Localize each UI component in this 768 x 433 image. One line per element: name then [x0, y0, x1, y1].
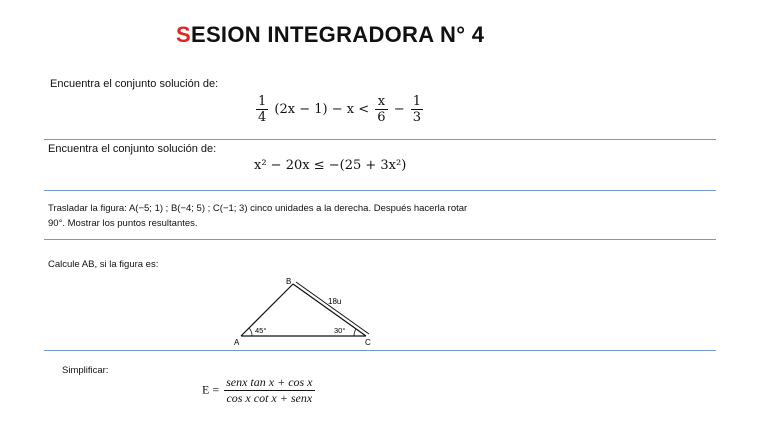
q2-inequality: x² − 20x ≤ −(25 + 3x²)	[254, 158, 407, 173]
angle-c-arc	[354, 329, 356, 336]
q4-prompt: Calcule AB, si la figura es:	[48, 259, 159, 270]
label-b: B	[286, 277, 292, 286]
triangle-figure	[226, 272, 378, 348]
q5-numerator: senx tan x + cos x	[226, 375, 313, 389]
side-bc-double	[296, 282, 369, 334]
label-c: C	[365, 338, 371, 347]
title-rest: ESION INTEGRADORA N° 4	[190, 22, 485, 47]
q1-fraction-3: $\frac{1}{3}$	[412, 94, 422, 125]
label-a: A	[234, 338, 240, 347]
side-bc	[293, 284, 366, 336]
divider-1	[44, 139, 716, 140]
q1-minus: −	[393, 102, 405, 117]
q5-lhs: E =	[202, 382, 220, 397]
q2-prompt: Encuentra el conjunto solución de:	[48, 143, 217, 155]
divider-3	[44, 239, 716, 240]
q5-prompt: Simplificar:	[62, 365, 109, 376]
divider-2	[44, 190, 716, 191]
q1-fraction-1: $\frac{1}{4}$	[258, 94, 267, 125]
divider-4	[44, 350, 716, 351]
q5-expression	[202, 375, 317, 406]
page-title	[176, 22, 484, 48]
q1-inequality	[254, 94, 425, 125]
q1-prompt: Encuentra el conjunto solución de:	[50, 78, 219, 90]
q1-fraction-2: $\frac{x}{6}$	[377, 94, 386, 125]
angle-a-label: 45°	[255, 326, 267, 335]
q3-line-1: Trasladar la figura: A(−5; 1) ; B(−4; 5) ; C(−1; 3) cinco unidades a la derecha. Después hacerla rotar	[48, 203, 468, 214]
angle-a-arc	[249, 328, 252, 336]
title-first-letter: S	[176, 22, 191, 47]
q3-line-2: 90°. Mostrar los puntos resultantes.	[48, 218, 198, 229]
angle-c-label: 30°	[334, 326, 346, 335]
q5-denominator: cos x cot x + senx	[226, 391, 313, 405]
q1-expr-a: (2x − 1) − x <	[274, 102, 370, 117]
q5-fraction	[224, 375, 314, 406]
side-bc-length: 18u	[328, 297, 342, 306]
